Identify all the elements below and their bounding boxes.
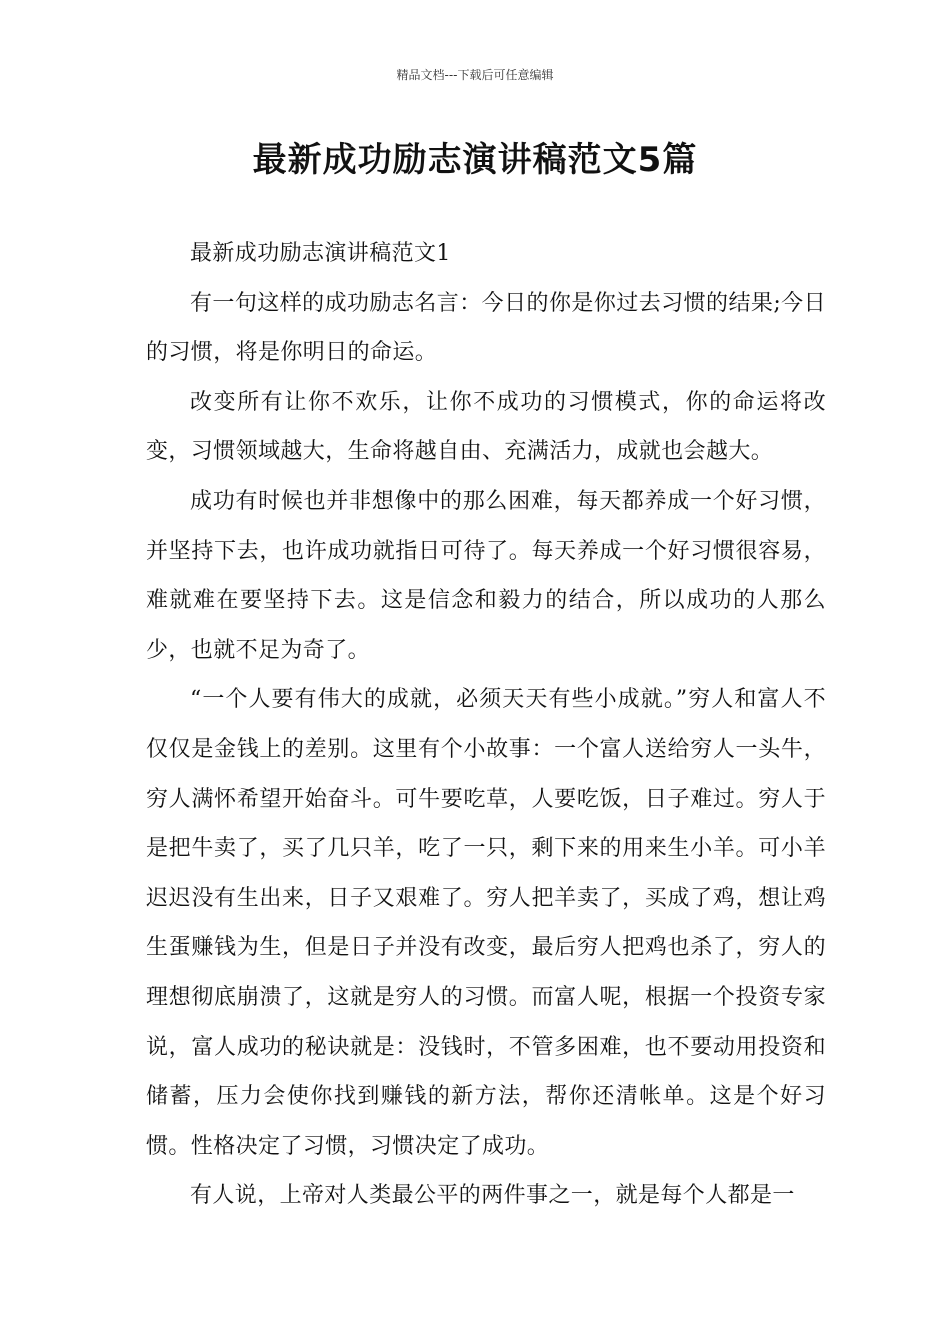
document-body	[146, 229, 826, 1221]
document-title: 最新成功励志演讲稿范文5篇	[252, 140, 698, 180]
paragraph: 成功有时候也并非想像中的那么困难，每天都养成一个好习惯，并坚持下去，也许成功就指日可待了。每天养成一个好习惯很容易，难就难在要坚持下去。这是信念和毅力的结合，所以成功的人那么少，也就不足为奇了。	[146, 488, 826, 663]
paragraph: 改变所有让你不欢乐，让你不成功的习惯模式，你的命运将改变，习惯领域越大，生命将越自由、充满活力，成就也会越大。	[146, 389, 826, 465]
header-note: 精品文档---下载后可任意编辑	[396, 68, 554, 82]
paragraph: 有人说，上帝对人类最公平的两件事之一，就是每个人都是一	[190, 1183, 795, 1209]
section-subheading: 最新成功励志演讲稿范文1	[190, 241, 451, 266]
paragraph: 有一句这样的成功励志名言：今日的你是你过去习惯的结果;今日的习惯，将是你明日的命运。	[146, 290, 826, 366]
paragraph: “一个人要有伟大的成就，必须天天有些小成就。”穷人和富人不仅仅是金钱上的差别。这里有个小故事：一个富人送给穷人一头牛，穷人满怀希望开始奋斗。可牛要吃草，人要吃饭，日子难过。穷人于是把牛卖了，买了几只羊，吃了一只，剩下来的用来生小羊。可小羊迟迟没有生出来，日子又艰难了。穷人把羊卖了，买成了鸡，想让鸡生蛋赚钱为生，但是日子并没有改变，最后穷人把鸡也杀了，穷人的理想彻底崩溃了，这就是穷人的习惯。而富人呢，根据一个投资专家说，富人成功的秘诀就是：没钱时，不管多困难，也不要动用投资和储蓄，压力会使你找到赚钱的新方法，帮你还清帐单。这是个好习惯。性格决定了习惯，习惯决定了成功。	[146, 687, 826, 1159]
